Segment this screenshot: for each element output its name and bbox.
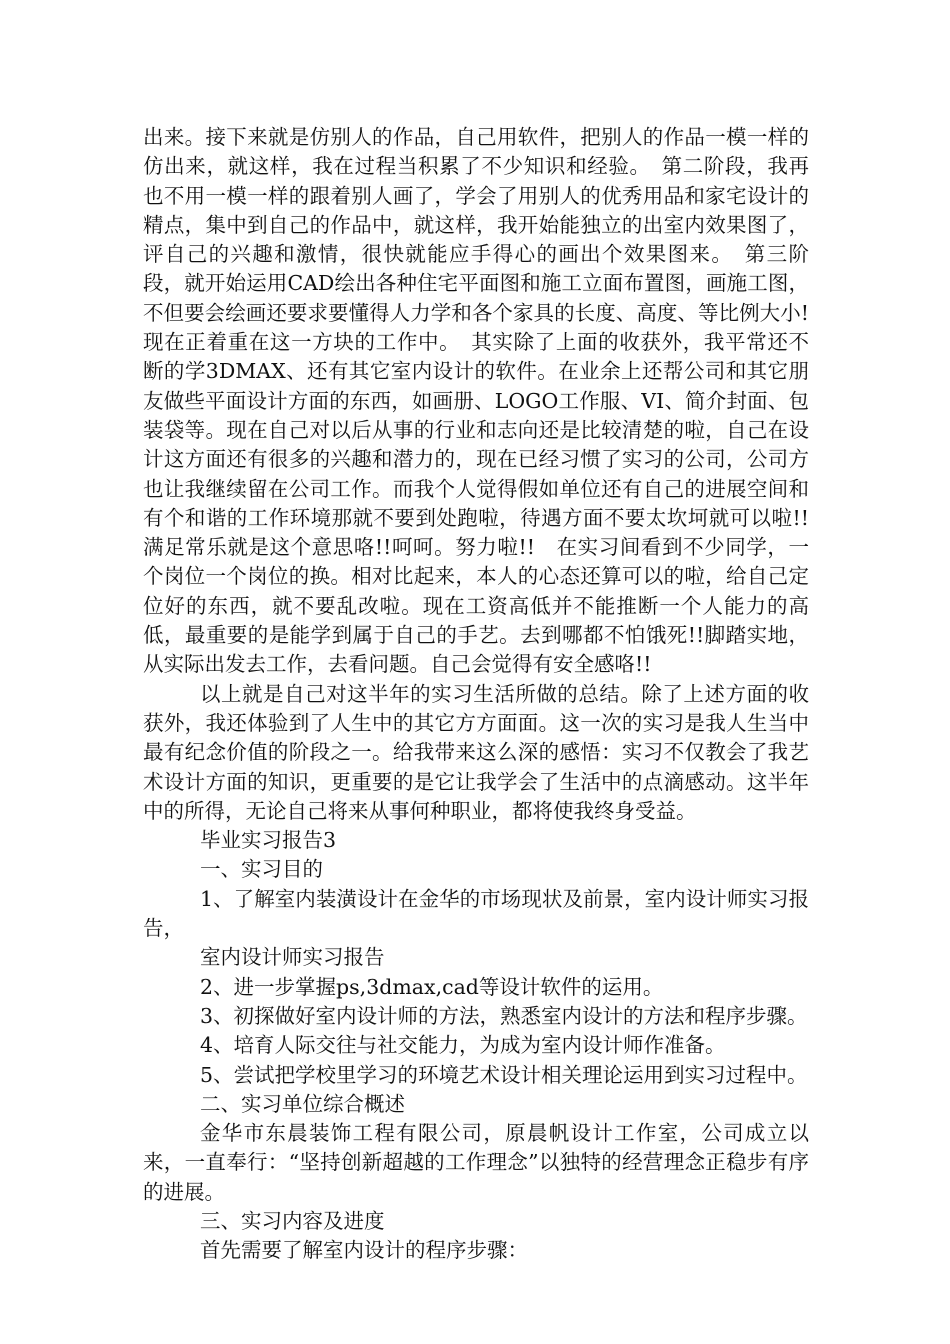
summary-paragraph: 以上就是自己对这半年的实习生活所做的总结。除了上述方面的收获外，我还体验到了人生中的其它方方面面。这一次的实习是我人生当中最有纪念价值的阶段之一。给我带来这么深的感悟：实习不仅教会了我艺术设计方面的知识，更重要的是它让我学会了生活中的点滴感动。这半年中的所得，无论自己将来从事何种职业，都将使我终身受益。 [143, 681, 809, 823]
document-page [143, 123, 809, 1266]
section-heading-purpose: 一、实习目的 [200, 857, 323, 882]
purpose-item-4: 4、培育人际交往与社交能力，为成为室内设计师作准备。 [200, 1033, 726, 1058]
purpose-item-1-continued: 室内设计师实习报告 [200, 945, 385, 970]
purpose-item-2: 2、进一步掌握ps,3dmax,cad等设计软件的运用。 [200, 974, 664, 999]
section-heading-content: 三、实习内容及进度 [200, 1208, 385, 1233]
content-paragraph: 首先需要了解室内设计的程序步骤： [200, 1238, 528, 1263]
company-paragraph: 金华市东晨装饰工程有限公司，原晨帆设计工作室，公司成立以来，一直奉行：“坚持创新超越的工作理念”以独特的经营理念正稳步有序的进展。 [143, 1121, 809, 1204]
purpose-item-1: 1、了解室内装潢设计在金华的市场现状及前景，室内设计师实习报告， [143, 886, 809, 941]
report-title: 毕业实习报告3 [200, 828, 337, 853]
purpose-item-5: 5、尝试把学校里学习的环境艺术设计相关理论运用到实习过程中。 [200, 1062, 808, 1087]
body-paragraph: 出来。接下来就是仿别人的作品，自己用软件，把别人的作品一模一样的仿出来，就这样，我在过程当积累了不少知识和经验。 第二阶段，我再也不用一模一样的跟着别人画了，学会了用别人的优秀用品和家宅设计的精点，集中到自己的作品中，就这样，我开始能独立的出室内效果图了，评自己的兴趣和激情，很快就能应手得心的画出个效果图来。 第三阶段，就开始运用CAD绘出各种住宅平面图和施工立面布置图，画施工图，不但要会绘画还要求要懂得人力学和各个家具的长度、高度、等比例大小!现在正着重在这一方块的工作中。 其实除了上面的收获外，我平常还不断的学3DMAX、还有其它室内设计的软件。在业余上还帮公司和其它朋友做些平面设计方面的东西，如画册、LOGO工作服、VI、简介封面、包装袋等。现在自己对以后从事的行业和志向还是比较清楚的啦，自己在设计这方面还有很多的兴趣和潜力的，现在已经习惯了实习的公司，公司方也让我继续留在公司工作。而我个人觉得假如单位还有自己的进展空间和有个和谐的工作环境那就不要到处跑啦，待遇方面不要太坎坷就可以啦!!满足常乐就是这个意思咯!!呵呵。努力啦!! 在实习间看到不少同学，一个岗位一个岗位的换。相对比起来，本人的心态还算可以的啦，给自己定位好的东西，就不要乱改啦。现在工资高低并不能推断一个人能力的高低，最重要的是能学到属于自己的手艺。去到哪都不怕饿死!!脚踏实地，从实际出发去工作，去看问题。自己会觉得有安全感咯!! [143, 125, 809, 677]
section-heading-company: 二、实习单位综合概述 [200, 1091, 405, 1116]
purpose-item-3: 3、初探做好室内设计师的方法，熟悉室内设计的方法和程序步骤。 [200, 1003, 808, 1028]
